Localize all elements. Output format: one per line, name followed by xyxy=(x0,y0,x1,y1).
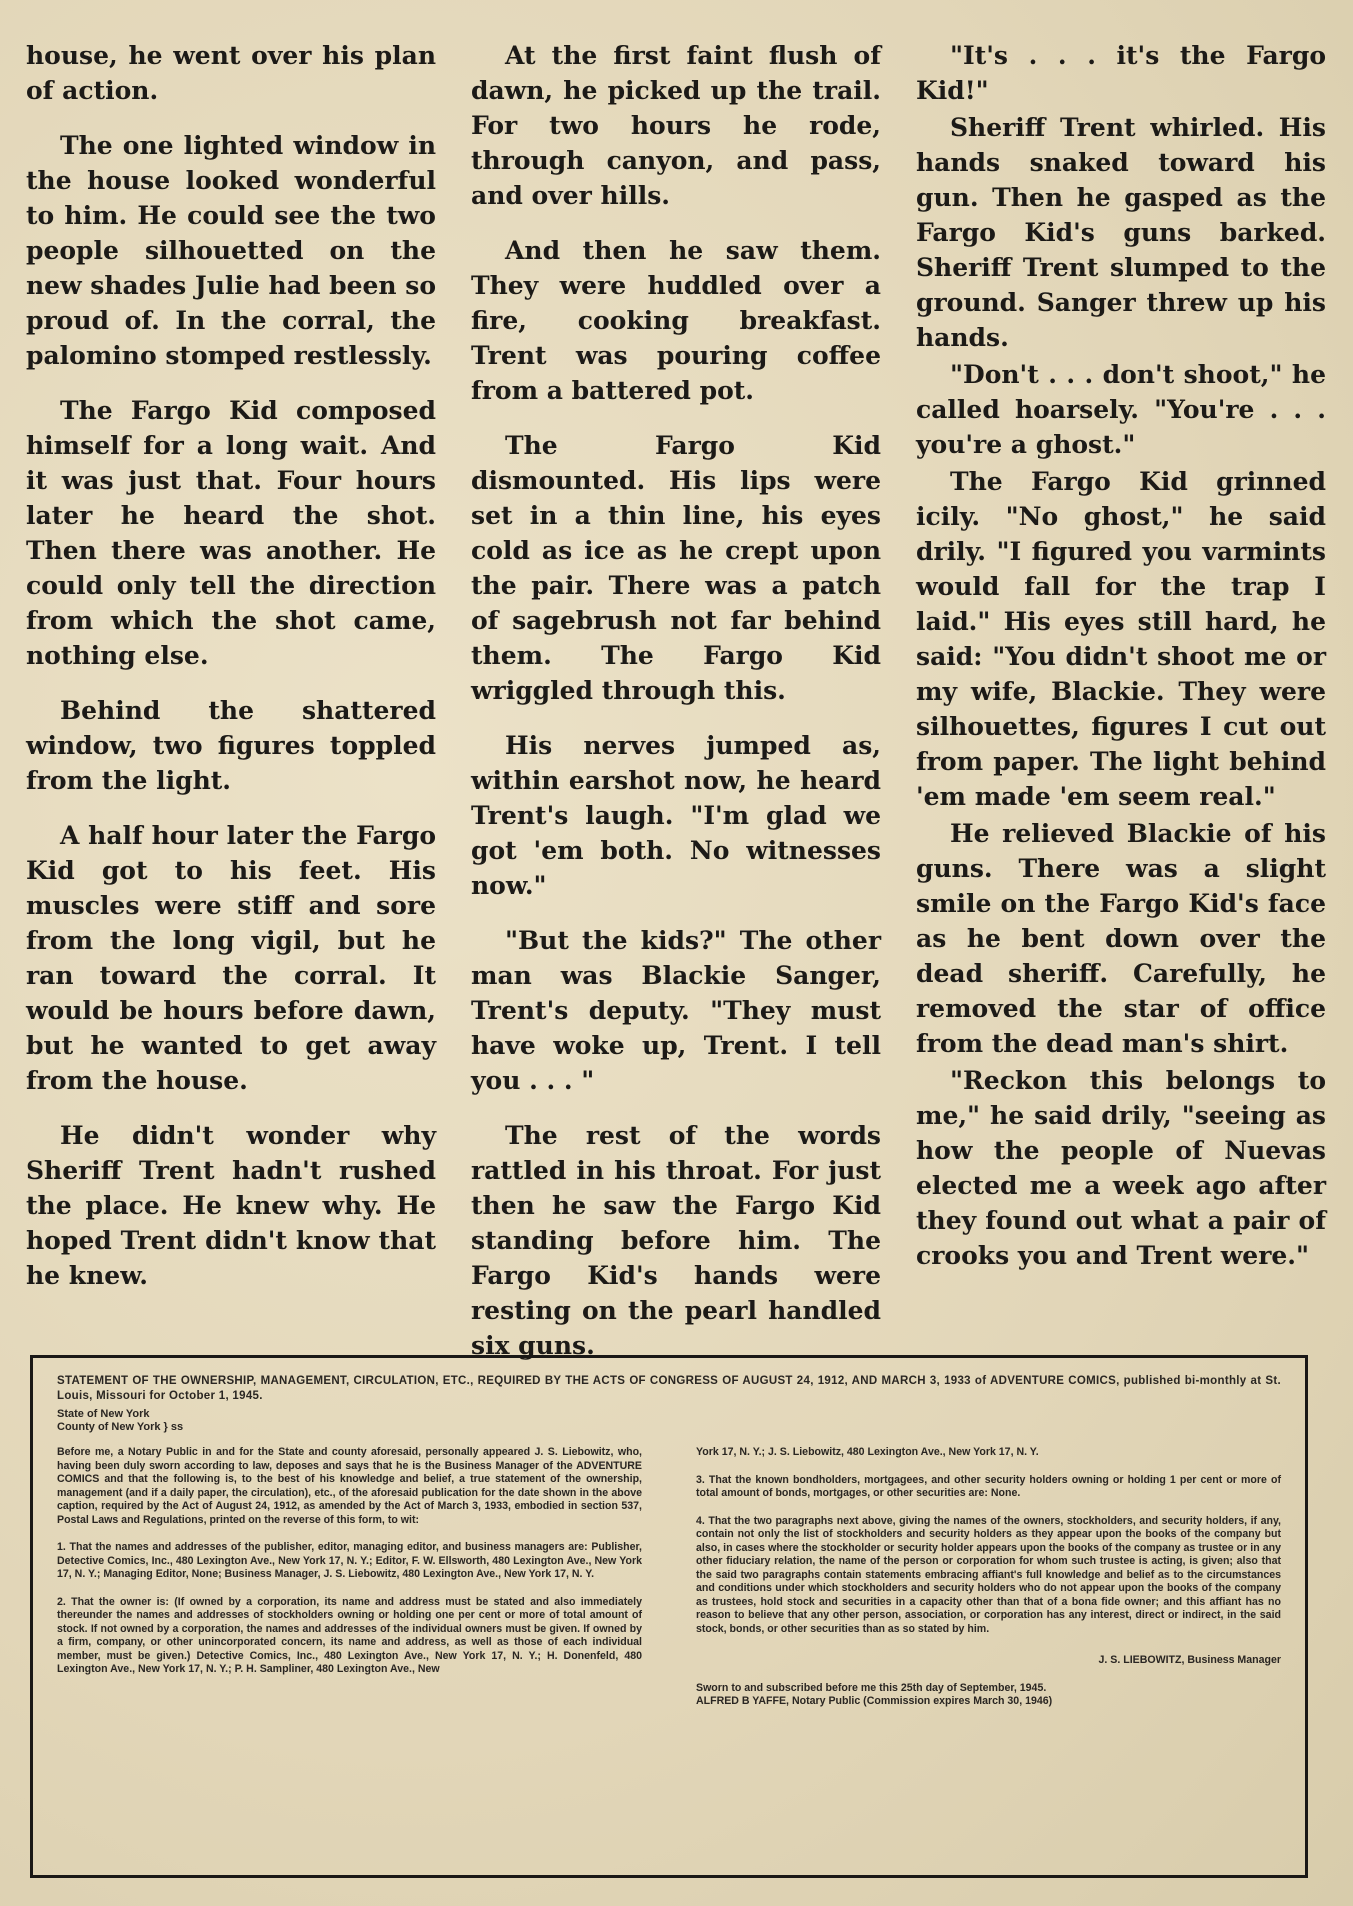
statement-venue xyxy=(57,1408,1281,1434)
ownership-statement-box xyxy=(30,1355,1308,1878)
paragraph: The Fargo Kid composed himself for a long wait. And it was just that. Four hours later he heard the shot. Then there was another. He could only tell the direction from which the shot came, nothing else. xyxy=(26,396,436,670)
statement-heading: STATEMENT OF THE OWNERSHIP, MANAGEMENT, CIRCULATION, ETC., REQUIRED BY THE ACTS OF CONGRESS OF AUGUST 24, 1912, AND MARCH 3, 1933 of ADVENTURE COMICS, published bi-monthly at St. Louis, Missouri for October 1, 1945. xyxy=(57,1375,1281,1402)
paragraph: His nerves jumped as, within earshot now, he heard Trent's laugh. "I'm glad we got 'em both. No witnesses now." xyxy=(471,731,881,900)
statement-paragraph: 4. That the two paragraphs next above, giving the names of the owners, stockholders, and security holders, if any, contain not only the list of stockholders and security holders as they appear upon the books of the company but also, in cases where the stockholder or security holder appears upon the books of the company as trustee or in any other fiduciary relation, the name of the person or corporation for whom such trustee is acting, is given; also that the said two paragraphs contain statements embracing affiant's full knowledge and belief as to the circumstances and conditions under which stockholders and security holders who do not appear upon the books of the company as trustees, hold stock and securities in a capacity other than that of a bona fide owner; and this affiant has no reason to believe that any other person, association, or corporation has any interest, direct or indirect, in the said stock, bonds, or other securities than as so stated by him. xyxy=(696,1514,1281,1635)
sworn-date: Sworn to and subscribed before me this 25th day of September, 1945. xyxy=(696,1681,1047,1694)
sworn-line xyxy=(696,1682,1281,1709)
paragraph: A half hour later the Fargo Kid got to his feet. His muscles were stiff and sore from the long vigil, but he ran toward the corral. It would be hours before dawn, but he wanted to get away from the house. xyxy=(26,821,436,1095)
paragraph: The one lighted window in the house looked wonderful to him. He could see the two people silhouetted on the new shades Julie had been so proud of. In the corral, the palomino stomped restlessly. xyxy=(26,131,437,370)
paragraph: "It's . . . it's the Fargo Kid!" xyxy=(916,41,1326,105)
paragraph: The Fargo Kid dismounted. His lips were set in a thin line, his eyes cold as ice as he crept upon the pair. There was a patch of sagebrush not far behind them. The Fargo Kid wriggled through this. xyxy=(471,431,881,705)
statement-left-column xyxy=(57,1446,642,1723)
notary-line: ALFRED B YAFFE, Notary Public (Commission expires March 30, 1946) xyxy=(696,1695,1053,1707)
story-column-3 xyxy=(916,38,1326,1270)
statement-paragraph: York 17, N. Y.; J. S. Liebowitz, 480 Lexington Ave., New York 17, N. Y. xyxy=(696,1446,1039,1458)
story-column-2 xyxy=(471,38,881,1360)
statement-paragraph: 3. That the known bondholders, mortgagees, and other security holders owning or holding 1 per cent or more of total amount of bonds, mortgages, or other securities are: None. xyxy=(696,1473,1281,1499)
paragraph: The rest of the words rattled in his throat. For just then he saw the Fargo Kid standing before him. The Fargo Kid's hands were resting on the pearl handled six guns. xyxy=(471,1121,881,1360)
statement-paragraph: 1. That the names and addresses of the publisher, editor, managing editor, and business managers are: Publisher, Detective Comics, Inc., 480 Lexington Ave., New York 17, N. Y.; Editor, F. W. Ellsworth, 480 Lexington Ave., New York 17, N. Y.; Managing Editor, None; Business Manager, J. S. Liebowitz, 480 Lexington Ave., New York 17, N. Y. xyxy=(57,1541,642,1580)
paragraph: "But the kids?" The other man was Blackie Sanger, Trent's deputy. "They must have woke up, Trent. I tell you . . . " xyxy=(471,926,881,1095)
paragraph: At the first faint flush of dawn, he picked up the trail. For two hours he rode, through canyon, and pass, and over hills. xyxy=(471,41,881,210)
paragraph: He relieved Blackie of his guns. There was a slight smile on the Fargo Kid's face as he bent down over the dead sheriff. Carefully, he removed the star of office from the dead man's shirt. xyxy=(916,819,1326,1058)
story-column-1 xyxy=(26,38,437,1290)
paragraph: And then he saw them. They were huddled over a fire, cooking breakfast. Trent was pouring coffee from a battered pot. xyxy=(471,236,881,405)
paragraph: house, he went over his plan of action. xyxy=(26,41,436,105)
venue-county: County of New York } ss xyxy=(57,1421,184,1433)
statement-paragraph: Before me, a Notary Public in and for the State and county aforesaid, personally appeared J. S. Liebowitz, who, having been duly sworn according to law, deposes and says that he is the Business Manager of the ADVENTURE COMICS and that the following is, to the best of his knowledge and belief, a true statement of the ownership, management (and if a daily paper, the circulation), etc., of the aforesaid publication for the date shown in the above caption, required by the Act of August 24, 1912, as amended by the Act of March 3, 1933, embodied in section 537, Postal Laws and Regulations, printed on the reverse of this form, to wit: xyxy=(57,1446,642,1526)
story-columns xyxy=(26,38,1326,1360)
statement-right-column xyxy=(696,1446,1281,1723)
paragraph: "Reckon this belongs to me," he said drily, "seeing as how the people of Nuevas elected me a week ago after they found out what a pair of crooks you and Trent were." xyxy=(916,1066,1326,1270)
paragraph: Sheriff Trent whirled. His hands snaked toward his gun. Then he gasped as the Fargo Kid's guns barked. Sheriff Trent slumped to the ground. Sanger threw up his hands. xyxy=(916,113,1326,352)
venue-state: State of New York xyxy=(57,1408,150,1420)
paragraph: He didn't wonder why Sheriff Trent hadn't rushed the place. He knew why. He hoped Trent didn't know that he knew. xyxy=(26,1121,436,1290)
paragraph: "Don't . . . don't shoot," he called hoarsely. "You're . . . you're a ghost." xyxy=(916,360,1326,459)
paragraph: The Fargo Kid grinned icily. "No ghost," he said drily. "I figured you varmints would fall for the trap I laid." His eyes still hard, he said: "You didn't shoot me or my wife, Blackie. They were silhouettes, figures I cut out from paper. The light behind 'em made 'em seem real." xyxy=(916,467,1326,811)
paragraph: Behind the shattered window, two figures toppled from the light. xyxy=(26,696,436,795)
statement-columns xyxy=(57,1446,1281,1723)
statement-paragraph: 2. That the owner is: (If owned by a corporation, its name and address must be stated and also immediately thereunder the names and addresses of stockholders owning or holding one per cent or more of total amount of stock. If not owned by a corporation, the names and addresses of the individual owners must be given. If owned by a firm, company, or other unincorporated concern, its name and address, as well as those of each individual member, must be given.) Detective Comics, Inc., 480 Lexington Ave., New York 17, N. Y.; H. Donenfeld, 480 Lexington Ave., New York 17, N. Y.; P. H. Sampliner, 480 Lexington Ave., New xyxy=(57,1595,642,1675)
business-manager-signature: J. S. LIEBOWITZ, Business Manager xyxy=(1098,1654,1281,1666)
